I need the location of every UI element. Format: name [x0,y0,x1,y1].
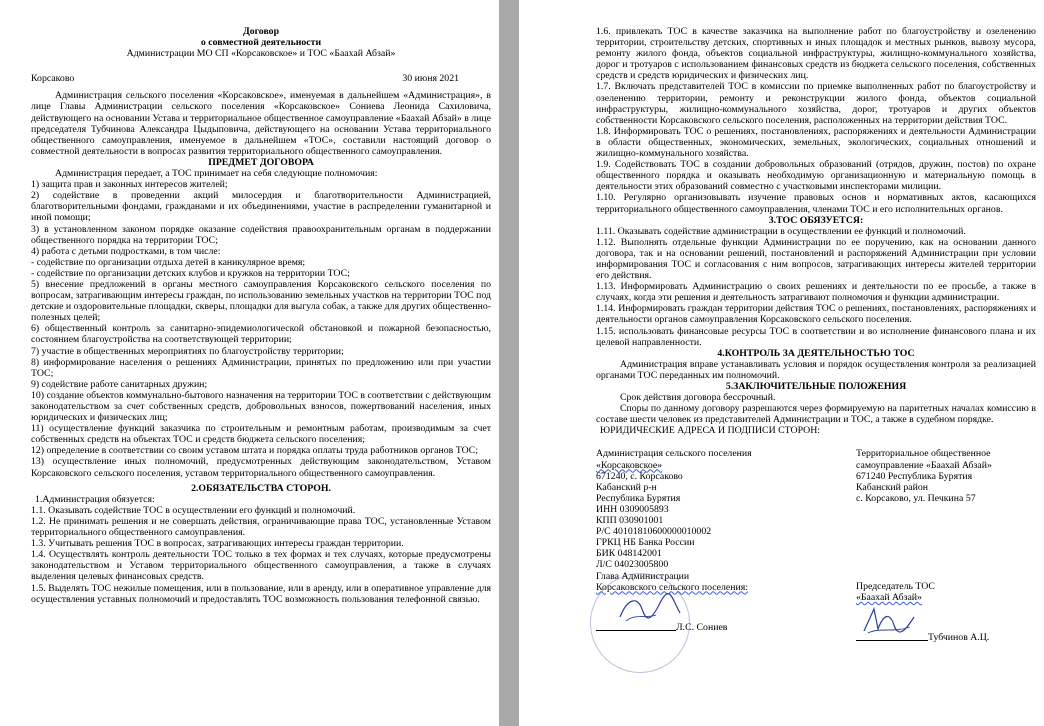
section-5-disputes: Споры по данному договору разрешаются через формируемую на паритетных началах комиссию в составе шести человек из представителей Администрации и ТОС, а также в судебном порядке. [596,403,1036,426]
page-gap [499,0,519,726]
document-subtitle: о совместной деятельности [200,37,322,49]
list-item: 1.10. Регулярно организовывать изучение правовых основ и нормативных актов, касающихся территориального общественного самоуправления, членами ТОС и его исполнительных органов. [596,192,1036,215]
signature-icon [860,603,920,639]
list-item: 1.15. использовать финансовые ресурсы ТОС в соответствии и во исполнение финансового плана и их целевой направленности. [596,325,1036,348]
addresses-title: ЮРИДИЧЕСКИЕ АДРЕСА И ПОДПИСИ СТОРОН: [600,425,821,437]
list-item: 1.5. Выделять ТОС нежилые помещения, или в пользование, или в аренду, или в оперативное управление для осуществления уставных полномочий и предоставлять ТОС возможность пользования телефонной связью. [31,582,491,605]
signatures-block [596,448,1036,643]
right-party-line: самоуправление «Баахай Абзай» [856,459,992,471]
document-page-2 [519,0,1044,726]
left-party-line: ИНН 0309005893 [596,503,669,515]
left-party-line: Республика Бурятия [596,492,681,504]
left-signer-name: Л.С. Сониев [676,621,728,633]
left-party-line: КПП 030901001 [596,515,664,527]
signature-underline [856,640,928,641]
list-item: 12) определение в соответствии со своим уставом штата и порядка оплаты труда работников органов ТОС; [31,445,479,457]
spacer [856,504,1036,581]
document-page-1 [0,0,499,726]
right-signature-line [856,609,1036,643]
list-item: 4) работа с детьми подростками, в том числе: [31,245,221,257]
chair-title: Председатель ТОС [856,580,935,592]
list-item: 9) содействие работе санитарных дружин; [31,378,208,390]
right-party-block [856,448,1036,643]
list-item: 10) создание объектов коммунально-бытового назначения на территории ТОС в соответствии с действующим законодательством за счет собственных средств, добровольных взносов, пожертвований населения, иных юридических и физических лиц; [31,389,491,424]
left-party-line: БИК 048142001 [596,548,662,560]
list-item: - содействие по организации отдыха детей в каникулярное время; [31,256,306,268]
list-item: 11) осуществление функций заказчика по строительным и ремонтным работам, производимым за счет собственных средств на объектах ТОС и средств бюджета сельского поселения; [31,423,491,446]
document-title: Договор [242,26,280,37]
document-parties: Администрации МО СП «Корсаковское» и ТОС «Баахай Абзай» [126,48,396,60]
place-date-row [31,73,491,84]
preamble: Администрация сельского поселения «Корсаковское», именуемая в дальнейшем «Администрация», в лице Главы Администрации сельского поселения «Корсаковское» Сониева Леонида Сахиловича, действующего на основании Устава и территориальное общественное самоуправление «Баахай Абзай» в лице председателя Тубчинова Александра Цыдыповича, действующего на основании Устава территориального общественного самоуправления, именуемое в дальнейшем «ТОС», составили настоящий договор о совместной деятельности в вопросах развития территориального общественного самоуправления. [31,90,491,157]
section-3-title: 3.ТОС ОБЯЗУЕТСЯ: [768,214,864,226]
list-item: 1.8. Информировать ТОС о решениях, постановлениях, распоряжениях и деятельности Администрации в области общественных, экономических, земельных, экологических, социальных отношений и жилищно-коммунального хозяйства. [596,125,1036,160]
section-2-intro: 1.Администрация обязуется: [35,493,155,505]
list-item: 1.14. Информировать граждан территории действия ТОС о решениях, постановлениях, распоряжениях и деятельности органов самоуправления Корсаковского сельского поселения. [596,303,1036,326]
left-party-block [596,448,834,643]
left-party-line: Кабанский р-н [596,481,657,493]
section-1-list [31,179,491,479]
section-5-term: Срок действия договора бессрочный. [620,392,776,404]
list-item: 13) осуществление иных полномочий, предусмотренных действующим законодательством, Уставом Корсаковского сельского поселения, уставом территориального общественного самоуправления. [31,456,491,479]
list-item: 1.1. Оказывать содействие ТОС в осуществлении его функций и полномочий. [31,504,356,516]
date: 30 июня 2021 [402,73,459,85]
right-party-line: Территориальное общественное [856,448,991,460]
left-party-line: Корсаковского сельского поселения: [596,581,748,593]
list-item: 1.3. Учитывать решения ТОС в вопросах, затрагивающих интересы граждан территории. [31,538,404,550]
list-item: 1.13. Информировать Администрацию о своих решениях и деятельности по ее просьбе, а также в случаях, когда эти решения и деятельность затрагивают полномочия и функции администрации. [596,281,1036,304]
chair-org: «Баахай Абзай» [856,592,922,604]
list-item: 1.2. Не принимать решения и не совершать действия, ограничивающие права ТОС, установленные Уставом территориального общественного самоуправления. [31,515,491,539]
list-item: 1.4. Осуществлять контроль деятельности ТОС только в тех формах и тех случаях, которые предусмотрены законодательством и Уставом территориального общественного самоуправления, а также в случаях выделения целевых финансовых средств. [31,549,491,583]
list-item: 5) внесение предложений в органы местного самоуправления Корсаковского сельского поселения по вопросам, затрагивающим интересы граждан, по использованию земельных участков на территории ТОС под детские и оздоровительные площадки, скверы, площадки для выгула собак, а также для других общественно-полезных целей; [31,278,491,324]
list-item: 8) информирование населения о решениях Администрации, принятых по предложению или при участии ТОС; [31,356,491,379]
section-1-title: ПРЕДМЕТ ДОГОВОРА [208,156,314,168]
left-party-line: «Корсаковское» [596,459,663,471]
left-party-line: Л/С 04023005800 [596,559,669,571]
left-party-line: Администрация сельского поселения [596,448,752,460]
list-item: 7) участие в общественных мероприятиях по благоустройству территории; [31,345,344,357]
section-2-title: 2.ОБЯЗАТЕЛЬСТВА СТОРОН. [191,482,331,494]
left-party-line: Глава Администрации [596,570,690,582]
list-item: 1) защита прав и законных интересов жителей; [31,179,228,191]
section-4-title: 4.КОНТРОЛЬ ЗА ДЕЯТЕЛЬНОСТЬЮ ТОС [717,347,915,359]
right-signer-name: Тубчинов А.Ц. [928,632,990,644]
list-item: 1.9. Содействовать ТОС в создании добровольных образований (отрядов, дружин, постов) по охране общественного порядка и оказывать необходимую организационную и материальную помощь в деятельности этих образований совместно с участковыми инспекторами милиции. [596,159,1036,193]
left-party-line: Р/С 40101810600000010002 [596,526,712,538]
right-party-line: 671240 Республика Бурятия [856,470,973,482]
list-item: - содействие по организации детских клубов и кружков на территории ТОС; [31,267,350,279]
right-party-line: с. Корсаково, ул. Печкина 57 [856,492,976,504]
list-item: 1.7. Включать представителей ТОС в комиссии по приемке выполненных работ по благоустройству и озеленению территории, ремонту и реконструкции жилого фонда, объектов социальной инфраструктуры, жилищно-коммунального хозяйства, дорог, тротуаров и других объектов собственности Корсаковского сельского поселения, расположенных на территории действия ТОС. [596,81,1036,126]
left-party-line: ГРКЦ НБ Банка России [596,537,695,549]
left-signature-line [596,599,834,633]
place: Корсаково [31,73,75,85]
list-item: 3) в установленном законом порядке оказание содействия правоохранительным органам в поддержании общественного порядка на территории ТОС; [31,223,491,246]
list-item: 1.12. Выполнять отдельные функции Администрации по ее поручению, как на основании данного договора, так и на основании решений, постановлений и распоряжений Администрации при условии информирования ТОС и согласования с ним вопросов, затрагивающих интересы жителей территории его действия. [596,236,1036,282]
section-5-title: 5.ЗАКЛЮЧИТЕЛЬНЫЕ ПОЛОЖЕНИЯ [725,381,907,392]
list-item: 6) общественный контроль за санитарно-эпидемиологической обстановкой и пожарной безопасностью, состоянием благоустройства на соответствующей территории; [31,323,491,346]
section-4-text: Администрация вправе устанавливать условия и порядок осуществления контроля за реализацией органами ТОС переданных им полномочий. [596,358,1036,381]
right-party-line: Кабанский район [856,481,929,493]
signature-icon [616,593,686,627]
list-item: 1.6. привлекать ТОС в качестве заказчика на выполнение работ по благоустройству и озеленению территории, строительству детских, спортивных и иных площадок и местных рынков, вывозу мусора, ремонту жилого фонда, объектов социальной инфраструктуры, жилищно-коммунального хозяйства, дорог и тротуаров с использованием финансовых средств из бюджета сельского поселения, собственных средств и средств юридических и физических лиц. [596,26,1036,82]
list-item: 2) содействие в проведении акций милосердия и благотворительности Администрацией, благотворительными фондами, гражданами и их объединениями, участие в распределении гуманитарной и иной помощи; [31,190,491,224]
section-1-intro: Администрация передает, а ТОС принимает на себя следующие полномочия: [55,168,378,180]
list-item: 1.11. Оказывать содействие администрации в осуществлении ее функций и полномочий. [596,225,966,237]
left-party-line: 671240, с. Корсаково [596,470,683,482]
